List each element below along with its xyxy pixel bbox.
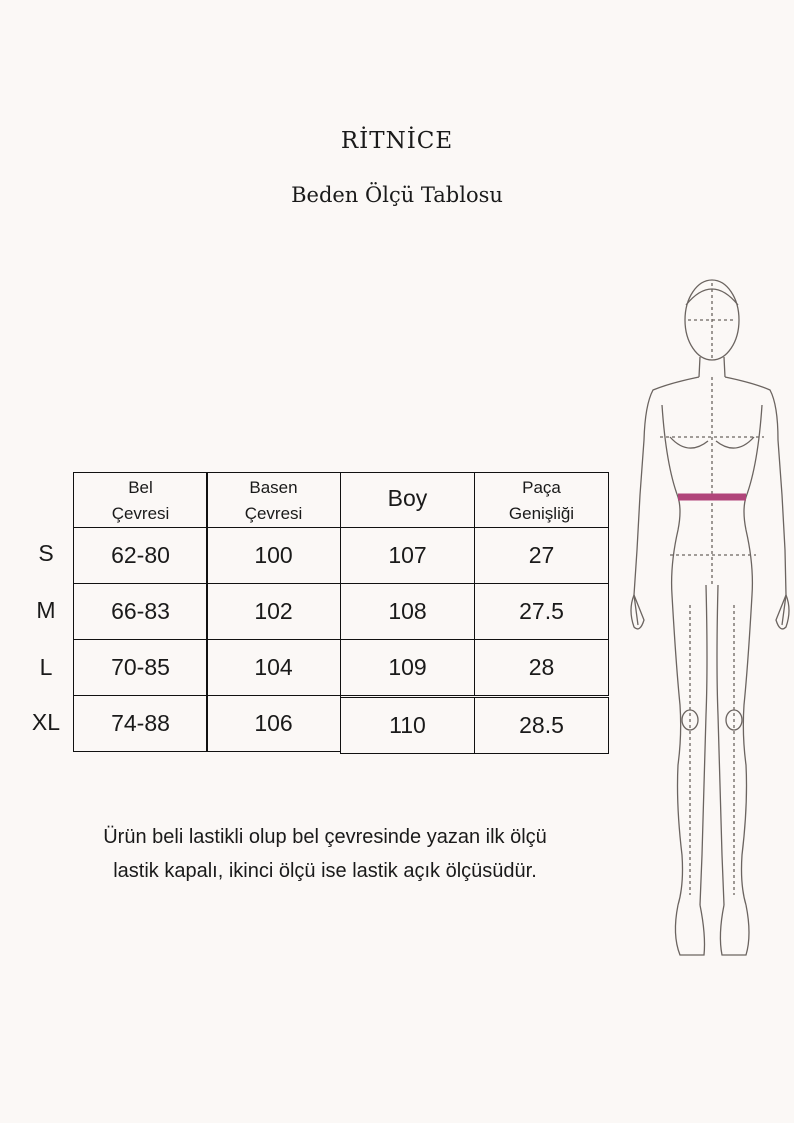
page-title: Beden Ölçü Tablosu <box>291 183 503 207</box>
cell-m-bel: 66-83 <box>73 583 208 640</box>
cell-l-basen: 104 <box>206 639 341 696</box>
header-bel-cevresi <box>73 472 208 528</box>
header-boy-label: Boy <box>387 485 428 511</box>
body-measurement-figure-icon <box>620 265 790 970</box>
header-bel-line1: Bel <box>128 478 153 497</box>
cell-s-paca: 27 <box>474 527 609 584</box>
header-paca-genisligi <box>474 472 609 528</box>
waist-note <box>0 820 650 888</box>
header-boy <box>340 472 475 528</box>
cell-s-boy: 107 <box>340 527 475 584</box>
header-bel-line2: Çevresi <box>111 504 170 523</box>
cell-l-boy: 109 <box>340 639 475 696</box>
brand-logo: RİTNİCE <box>340 128 454 154</box>
header-paca-line1: Paça <box>522 478 561 497</box>
size-label-l: L <box>39 654 53 680</box>
cell-m-basen: 102 <box>206 583 341 640</box>
cell-l-paca: 28 <box>474 639 609 696</box>
note-line-1: Ürün beli lastikli olup bel çevresinde yazan ilk ölçü <box>103 826 547 848</box>
size-label-s: S <box>38 540 54 566</box>
cell-s-basen: 100 <box>206 527 341 584</box>
cell-s-bel: 62-80 <box>73 527 208 584</box>
header-basen-cevresi <box>206 472 341 528</box>
cell-xl-boy: 110 <box>340 697 475 754</box>
header-basen-line1: Basen <box>249 478 298 497</box>
cell-m-boy: 108 <box>340 583 475 640</box>
cell-xl-bel: 74-88 <box>73 695 208 752</box>
cell-l-bel: 70-85 <box>73 639 208 696</box>
cell-xl-basen: 106 <box>206 695 341 752</box>
header-basen-line2: Çevresi <box>244 504 303 523</box>
cell-xl-paca: 28.5 <box>474 697 609 754</box>
note-line-2: lastik kapalı, ikinci ölçü ise lastik açık ölçüsüdür. <box>113 860 537 882</box>
cell-m-paca: 27.5 <box>474 583 609 640</box>
size-label-xl: XL <box>31 709 61 735</box>
header-paca-line2: Genişliği <box>508 504 575 523</box>
size-label-m: M <box>36 597 56 623</box>
